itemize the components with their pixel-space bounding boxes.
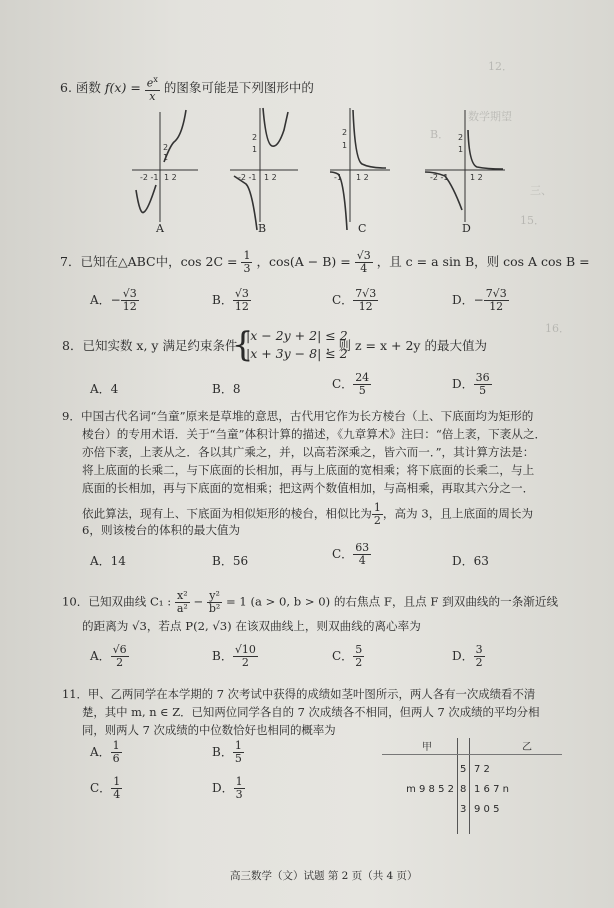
fraction: [121, 288, 139, 313]
option-sign: −: [110, 293, 121, 307]
fraction-numerator: 63: [355, 541, 370, 554]
fraction-denominator: 5: [479, 384, 487, 397]
option-label: A．: [90, 293, 111, 307]
svg-text:1: 1: [252, 145, 258, 154]
option-label: C．: [332, 649, 354, 663]
question-11-line: 楚，其中 m, n ∈ Z．已知两位同学各自的 7 次成绩各不相同，但两人 7 次成绩的平均分相: [82, 705, 540, 719]
option-label: C．: [332, 547, 354, 561]
fraction: [175, 590, 190, 615]
fraction-denominator: 3: [235, 788, 243, 801]
fraction: [474, 372, 492, 397]
svg-text:1: 1: [458, 145, 464, 154]
graph-d: [425, 110, 505, 222]
stem-row-stem: 5: [460, 764, 467, 775]
bleed-through-text: 数学期望: [468, 110, 512, 123]
fraction-numerator: 7√3: [355, 287, 377, 300]
bleed-through-text: B．: [430, 128, 450, 141]
header-underline: [382, 754, 562, 755]
constraint-brace: {: [232, 325, 254, 365]
fraction-denominator: 12: [489, 300, 504, 313]
option-value: 4: [110, 382, 119, 396]
answer-option[interactable]: [90, 776, 122, 801]
fraction-denominator: 12: [234, 300, 249, 313]
fraction-numerator: 1: [112, 739, 120, 752]
fraction-numerator: 1: [243, 249, 251, 262]
fraction-numerator: 1: [234, 739, 242, 752]
constraint-line: |x − 2y + 2| ≤ 2: [246, 328, 348, 343]
option-label: C．: [332, 293, 354, 307]
svg-text:2: 2: [252, 133, 258, 142]
answer-option[interactable]: [212, 644, 258, 669]
fraction-denominator: 6: [112, 752, 120, 765]
fraction: [233, 288, 251, 313]
question-text: ，且 c = a sin B，则 cos A cos B =: [376, 254, 590, 269]
question-9-line: 6，则该棱台的体积的最大值为: [82, 523, 241, 537]
fraction: [353, 372, 371, 397]
fraction-numerator: e: [146, 76, 154, 90]
question-9-line: 底面的长相加，再与下底面的宽相乘；把这两个数值相加，与高相乘，再取其六分之一．: [82, 481, 535, 495]
fraction-denominator: 2: [241, 656, 249, 669]
fraction-numerator: 5: [355, 643, 363, 656]
question-number: 6.: [60, 79, 72, 95]
graph-a: [132, 110, 198, 222]
minus-sign: −: [193, 594, 204, 609]
answer-option[interactable]: [90, 740, 122, 765]
question-text: ，高为 3，且上底面的周长为: [382, 506, 534, 521]
stem-divider: [457, 738, 458, 834]
fraction-numerator: √10: [234, 643, 256, 656]
svg-text:1 2: 1 2: [356, 173, 369, 182]
answer-option[interactable]: [452, 372, 492, 397]
fraction: [233, 740, 244, 765]
fraction-numerator: 24: [355, 371, 370, 384]
question-6-stem: [60, 74, 314, 103]
option-sign: −: [473, 293, 484, 307]
math-expression: f(x) =: [104, 79, 141, 95]
svg-text:-2 -1: -2 -1: [140, 173, 159, 182]
fraction-denominator: 5: [358, 384, 366, 397]
fraction-denominator: a²: [176, 602, 188, 615]
answer-option[interactable]: [452, 552, 489, 569]
question-text: ，则 z = x + 2y 的最大值为: [326, 338, 487, 353]
question-text: = 1 (a > 0, b > 0) 的右焦点 F，且点 F 到双曲线的一条渐近线: [226, 594, 559, 609]
stem-row-right: 7 2: [474, 764, 490, 775]
svg-text:2: 2: [163, 143, 169, 152]
svg-text:-2 -1: -2 -1: [238, 173, 257, 182]
fraction-numerator: √3: [122, 287, 137, 300]
fraction: [111, 776, 122, 801]
question-9-line: 将上底面的长乘二，与下底面的长相加，再与上底面的宽相乘；将下底面的长乘二，与上: [82, 463, 535, 477]
fraction-numerator: 1: [113, 775, 121, 788]
fraction: [234, 776, 245, 801]
question-9-line: 亦倍下袤，上袤从之．各以其广乘之，并，以高若深乘之，皆六而一．”，其计算方法是：: [82, 445, 535, 459]
bleed-through-text: 12．: [488, 60, 513, 73]
stem-row-left: m 9 8 5 2: [406, 784, 454, 795]
option-value: 8: [232, 382, 241, 396]
question-text: 7．已知在△ABC中，cos 2C =: [60, 254, 238, 269]
fraction-denominator: 2: [355, 656, 363, 669]
option-label: B．: [212, 293, 233, 307]
answer-option[interactable]: [90, 552, 126, 569]
option-label: B．: [212, 745, 233, 759]
answer-option[interactable]: [212, 740, 244, 765]
question-6-graphs: [120, 100, 520, 240]
constraint-line: |x + 3y − 8| ≤ 2: [246, 346, 348, 361]
option-label: A．: [90, 649, 111, 663]
stem-row-right: 1 6 7 n: [474, 784, 509, 795]
option-label: D．: [212, 781, 234, 795]
answer-option[interactable]: [452, 644, 485, 669]
option-value: 14: [110, 554, 126, 568]
option-label: A．: [90, 745, 111, 759]
fraction-denominator: 12: [358, 300, 373, 313]
option-label: D．: [452, 554, 474, 568]
stem-row-stem: 8: [460, 784, 467, 795]
fraction-numerator: √3: [356, 249, 371, 262]
fraction-numerator: 36: [475, 371, 490, 384]
stem-row-right: 9 0 5: [474, 804, 500, 815]
svg-text:1: 1: [342, 141, 348, 150]
question-text: 8．已知实数 x, y 满足约束条件: [62, 338, 238, 353]
question-text: 的图象可能是下列图形中的: [163, 79, 314, 95]
fraction: [484, 288, 509, 313]
bleed-through-text: 16．: [545, 322, 570, 335]
fraction-denominator: 4: [358, 554, 366, 567]
fraction: [353, 288, 378, 313]
bleed-through-text: 三、: [530, 184, 552, 197]
fraction-numerator: 7√3: [485, 287, 507, 300]
fraction: [207, 590, 222, 615]
fraction-denominator: 4: [113, 788, 121, 801]
question-text: 函数: [75, 79, 101, 95]
bleed-through-text: 15．: [520, 214, 545, 227]
fraction: [353, 542, 371, 567]
question-7-stem: [60, 250, 590, 275]
fraction-numerator: 1: [235, 775, 243, 788]
answer-option[interactable]: [90, 380, 118, 397]
option-label: B．: [212, 554, 233, 568]
svg-text:1 2: 1 2: [470, 173, 483, 182]
graph-label: D: [462, 222, 471, 235]
question-8-stem: [62, 338, 237, 354]
stem-header-left: 甲: [422, 742, 432, 753]
option-label: B．: [212, 382, 233, 396]
graph-b: [230, 108, 298, 230]
svg-text:1: 1: [163, 153, 169, 162]
option-label: D．: [452, 377, 474, 391]
question-11-line: 同，则两人 7 次成绩的中位数恰好也相同的概率为: [82, 723, 336, 737]
page-footer: 高三数学（文）试题 第 2 页（共 4 页）: [230, 870, 418, 882]
question-10-stem: [62, 590, 558, 615]
stem-header-right: 乙: [522, 742, 532, 753]
fraction-numerator: y²: [207, 590, 222, 603]
fraction-denominator: 12: [122, 300, 137, 313]
fraction-numerator: 3: [475, 643, 483, 656]
question-11-line: 11．甲、乙两同学在本学期的 7 次考试中获得的成绩如茎叶图所示，两人各有一次成绩看不清: [62, 687, 536, 701]
answer-option[interactable]: [212, 380, 240, 397]
fraction-denominator: 4: [360, 262, 368, 275]
stem-row-stem: 3: [460, 804, 467, 815]
fraction: [111, 740, 122, 765]
fraction: [111, 644, 129, 669]
fraction-denominator: 5: [234, 752, 242, 765]
question-text: 依此算法，现有上、下底面为相似矩形的棱台，相似比为: [82, 506, 372, 521]
fraction: [372, 502, 383, 527]
svg-text:1 2: 1 2: [164, 173, 177, 182]
fraction: [355, 250, 373, 275]
fraction: [233, 644, 258, 669]
fraction: [353, 644, 364, 669]
option-label: C．: [90, 781, 112, 795]
question-9-line: 棱台）的专用术语．关于“刍童”体积计算的描述，《九章算术》注曰：“倍上袤，下袤从之．: [82, 427, 547, 441]
question-10-line: 的距离为 √3，若点 P(2, √3) 在该双曲线上，则双曲线的离心率为: [82, 619, 421, 633]
answer-option[interactable]: [212, 288, 251, 313]
graph-c: [330, 108, 390, 230]
option-label: A．: [90, 382, 111, 396]
answer-option[interactable]: [332, 644, 364, 669]
stem-leaf-plot: [372, 738, 572, 834]
fraction-numerator: x²: [175, 590, 190, 603]
question-text: ，cos(A − B) =: [256, 254, 351, 269]
svg-text:-2 -1: -2 -1: [430, 173, 449, 182]
fraction-numerator: √3: [234, 287, 249, 300]
fraction-numerator: √6: [112, 643, 127, 656]
question-9-line: 9．中国古代名词“刍童”原来是草堆的意思，古代用它作为长方棱台（上、下底面均为矩形的: [62, 409, 534, 423]
graph-label: C: [358, 222, 367, 235]
answer-option[interactable]: [332, 542, 371, 567]
question-text: 10．已知双曲线 C₁ :: [62, 594, 172, 609]
answer-option[interactable]: [332, 288, 378, 313]
answer-option[interactable]: [212, 552, 248, 569]
fraction: [474, 644, 485, 669]
svg-text:2: 2: [458, 133, 464, 142]
answer-option[interactable]: [452, 288, 509, 313]
stem-divider: [469, 738, 470, 834]
graph-label: B: [258, 222, 267, 235]
fraction: [145, 74, 160, 103]
fraction-denominator: b²: [208, 602, 221, 615]
fraction: [241, 250, 252, 275]
exponent: x: [153, 75, 158, 84]
answer-option[interactable]: [212, 776, 245, 801]
answer-option[interactable]: [332, 372, 371, 397]
fraction-numerator: 1: [373, 501, 381, 514]
option-label: B．: [212, 649, 233, 663]
graph-label: A: [156, 222, 164, 235]
fraction-denominator: 2: [475, 656, 483, 669]
fraction-denominator: 3: [243, 262, 251, 275]
fraction-denominator: 2: [116, 656, 124, 669]
svg-text:-1: -1: [334, 173, 342, 182]
svg-text:1 2: 1 2: [264, 173, 277, 182]
option-label: D．: [452, 293, 474, 307]
answer-option[interactable]: [90, 644, 129, 669]
svg-text:2: 2: [342, 128, 348, 137]
option-label: D．: [452, 649, 474, 663]
option-label: A．: [90, 554, 111, 568]
option-value: 63: [473, 554, 489, 568]
option-label: C．: [332, 377, 354, 391]
answer-option[interactable]: [90, 288, 139, 313]
fraction-denominator: x: [149, 89, 156, 103]
fraction-denominator: 2: [373, 514, 381, 527]
option-value: 56: [232, 554, 249, 568]
